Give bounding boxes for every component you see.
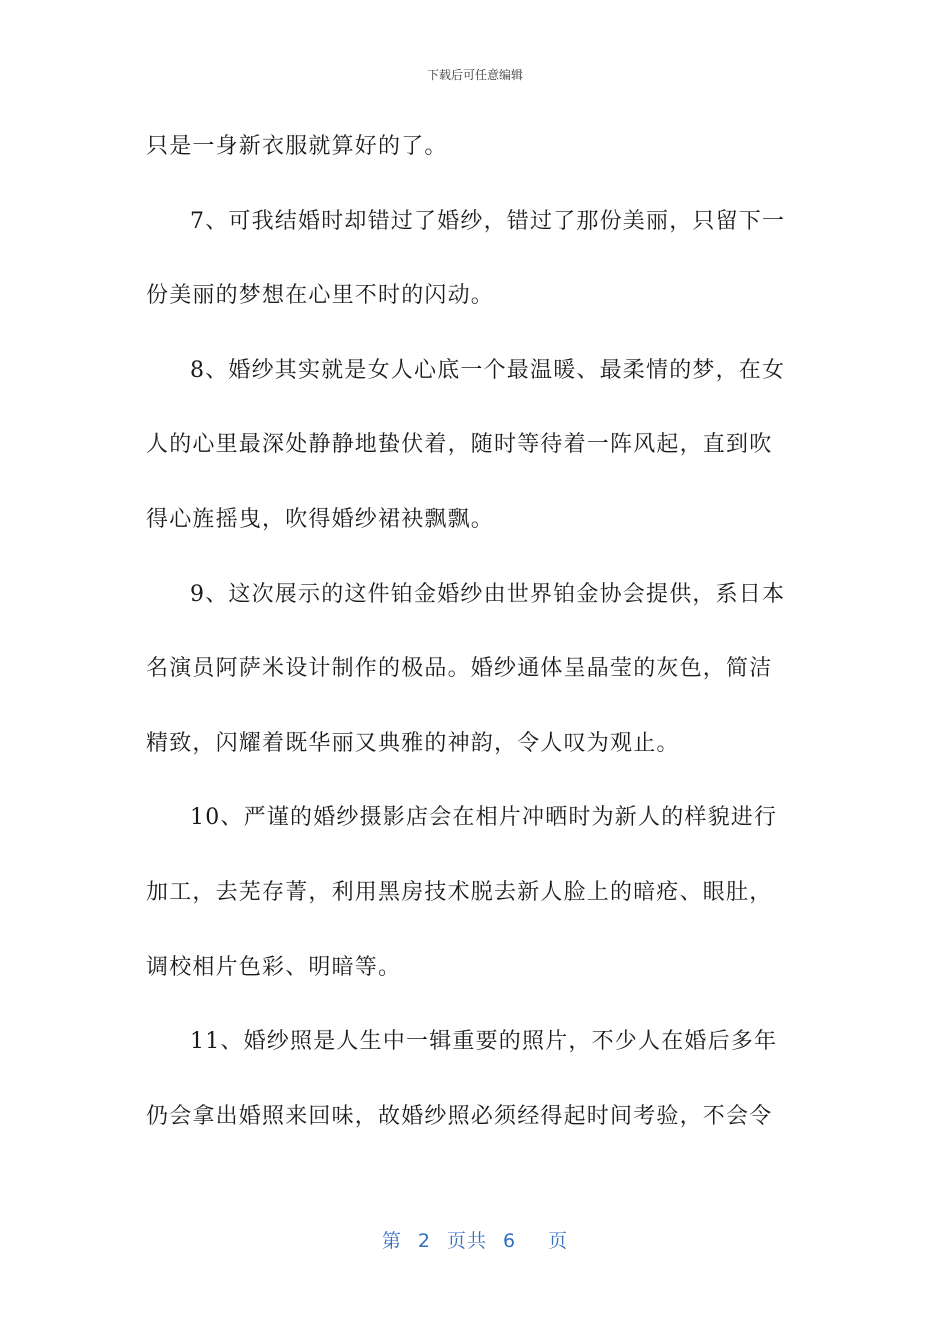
footer-total-pages: 6	[503, 1230, 517, 1252]
text-line-2: 7、可我结婚时却错过了婚纱，错过了那份美丽，只留下一	[190, 208, 786, 234]
text-line-5: 人的心里最深处静静地蛰伏着，随时等待着一阵风起，直到吹	[146, 432, 773, 458]
footer-middle: 页共	[446, 1230, 487, 1252]
text-line-12: 调校相片色彩、明暗等。	[146, 954, 402, 980]
footer-prefix: 第	[381, 1230, 402, 1252]
footer-page-number: 2	[417, 1230, 431, 1252]
text-line-8: 名演员阿萨米设计制作的极品。婚纱通体呈晶莹的灰色，简洁	[146, 656, 773, 682]
text-line-10: 10、严谨的婚纱摄影店会在相片冲晒时为新人的样貌进行	[190, 805, 778, 831]
text-line-3: 份美丽的梦想在心里不时的闪动。	[146, 283, 495, 309]
text-line-1: 只是一身新衣服就算好的了。	[146, 134, 448, 159]
text-line-14: 仍会拿出婚照来回味，故婚纱照必须经得起时间考验，不会令	[146, 1103, 773, 1129]
text-line-4: 8、婚纱其实就是女人心底一个最温暖、最柔情的梦，在女	[190, 357, 786, 383]
page-footer	[0, 1226, 950, 1253]
text-line-7: 9、这次展示的这件铂金婚纱由世界铂金协会提供，系日本	[190, 581, 786, 607]
document-body	[146, 130, 806, 1174]
text-line-9: 精致，闪耀着既华丽又典雅的神韵，令人叹为观止。	[146, 730, 680, 756]
text-line-13: 11、婚纱照是人生中一辑重要的照片，不少人在婚后多年	[190, 1029, 778, 1055]
text-line-11: 加工，去芜存菁，利用黑房技术脱去新人脸上的暗疮、眼肚，	[146, 879, 773, 905]
text-line-6: 得心旌摇曳，吹得婚纱裙袂飘飘。	[146, 506, 495, 532]
page-header: 下载后可任意编辑	[426, 68, 523, 82]
footer-suffix: 页	[548, 1230, 569, 1252]
